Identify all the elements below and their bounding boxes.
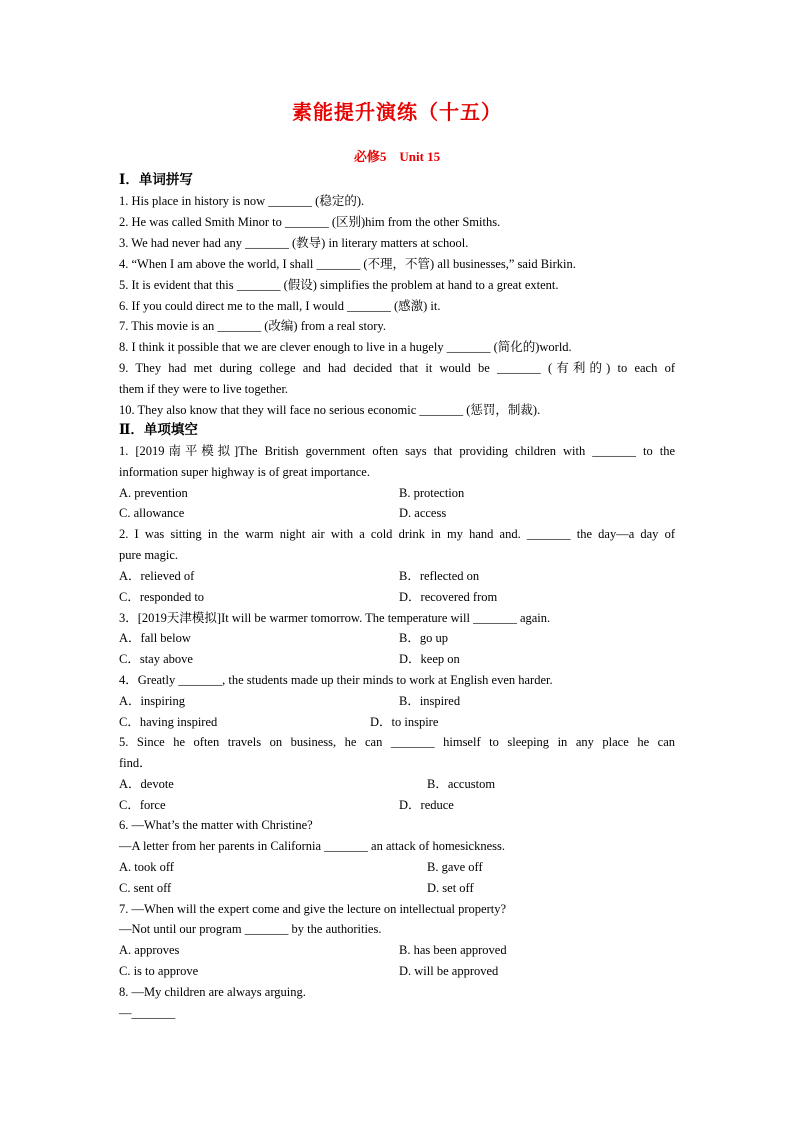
option-row: [119, 963, 675, 979]
option-row: [119, 797, 675, 813]
option-a: A．relieved of: [119, 569, 195, 583]
spelling-item: 3. We had never had any _______ (教导) in literary matters at school.: [119, 236, 469, 250]
option-a: A．devote: [119, 777, 174, 791]
question-stem-continued: —Not until our program _______ by the authorities.: [119, 922, 382, 936]
spelling-item: 5. It is evident that this _______ (假设) simplifies the problem at hand to a great extent.: [119, 278, 559, 292]
option-row: [119, 589, 675, 605]
question-stem-continued: find．: [119, 756, 152, 770]
question-stem-continued: —A letter from her parents in California _______ an attack of homesickness.: [119, 839, 506, 853]
option-row: [119, 693, 675, 709]
question-stem: 7. —When will the expert come and give the lecture on intellectual property?: [119, 902, 507, 916]
option-c: C. allowance: [119, 506, 185, 520]
question-stem-continued: pure magic.: [119, 548, 179, 562]
option-row: [119, 714, 675, 730]
question-stem: 3．[2019天津模拟]It will be warmer tomorrow. The temperature will _______ again.: [119, 611, 551, 625]
spelling-item: 1. His place in history is now _______ (稳定的).: [119, 194, 365, 208]
option-c: C．stay above: [119, 652, 193, 666]
option-a: A．fall below: [119, 631, 191, 645]
option-d: D. will be approved: [399, 964, 499, 978]
section-heading-choice: Ⅱ．单项填空: [119, 422, 198, 437]
page-title: 素能提升演练（十五）: [292, 102, 502, 124]
spelling-item: 8. I think it possible that we are clever enough to live in a hugely _______ (简化的)world.: [119, 340, 572, 354]
option-row: [119, 651, 675, 667]
option-row: [119, 859, 675, 875]
option-c: C．force: [119, 798, 166, 812]
option-d: D．reduce: [399, 798, 454, 812]
option-b: B．reflected on: [399, 569, 480, 583]
option-row: [119, 485, 675, 501]
question-stem: 1. [2019南平模拟]The British government often says that providing children with _______ to the: [119, 444, 675, 458]
question-stem: 8. —My children are always arguing.: [119, 985, 306, 999]
question-stem: 5. Since he often travels on business, he can _______ himself to sleeping in any place he can: [119, 735, 675, 749]
page-subtitle: 必修5 Unit 15: [353, 149, 441, 164]
option-c: C．responded to: [119, 590, 205, 604]
section-heading-spelling: Ⅰ．单词拼写: [119, 172, 193, 187]
option-d: D. set off: [427, 881, 474, 895]
option-row: [119, 505, 675, 521]
spelling-item: 4. “When I am above the world, I shall _______ (不理，不管) all businesses,” said Birkin.: [119, 257, 576, 271]
option-row: [119, 880, 675, 896]
option-a: A．inspiring: [119, 694, 185, 708]
option-d: D．to inspire: [370, 715, 439, 729]
spelling-item: 7. This movie is an _______ (改编) from a real story.: [119, 319, 386, 333]
option-c: C．having inspired: [119, 715, 218, 729]
option-c: C. sent off: [119, 881, 172, 895]
option-b: B．accustom: [427, 777, 496, 791]
option-b: B. has been approved: [399, 943, 507, 957]
option-b: B. gave off: [427, 860, 483, 874]
spelling-item: 6. If you could direct me to the mall, I would _______ (感激) it.: [119, 299, 441, 313]
option-row: [119, 630, 675, 646]
spelling-item: 9. They had met during college and had decided that it would be _______ (有利的) to each of: [119, 361, 675, 375]
option-a: A. approves: [119, 943, 180, 957]
option-d: D．keep on: [399, 652, 460, 666]
spelling-item: 2. He was called Smith Minor to _______ (区别)him from the other Smiths.: [119, 215, 501, 229]
question-stem-continued: —_______: [119, 1006, 176, 1020]
option-c: C. is to approve: [119, 964, 199, 978]
spelling-item: 10. They also know that they will face no serious economic _______ (惩罚，制裁).: [119, 403, 541, 417]
question-stem-continued: information super highway is of great importance.: [119, 465, 370, 479]
option-b: B. protection: [399, 486, 465, 500]
question-stem: 6. —What’s the matter with Christine?: [119, 818, 313, 832]
question-stem: 4．Greatly _______, the students made up their minds to work at English even harder.: [119, 673, 553, 687]
option-d: D．recovered from: [399, 590, 498, 604]
option-a: A. prevention: [119, 486, 188, 500]
option-row: [119, 568, 675, 584]
option-b: B．go up: [399, 631, 448, 645]
option-row: [119, 776, 675, 792]
option-d: D. access: [399, 506, 447, 520]
option-b: B．inspired: [399, 694, 461, 708]
option-a: A. took off: [119, 860, 174, 874]
option-row: [119, 942, 675, 958]
question-stem: 2. I was sitting in the warm night air with a cold drink in my hand and. _______ the day—a day of: [119, 527, 675, 541]
spelling-item-continued: them if they were to live together.: [119, 382, 289, 396]
